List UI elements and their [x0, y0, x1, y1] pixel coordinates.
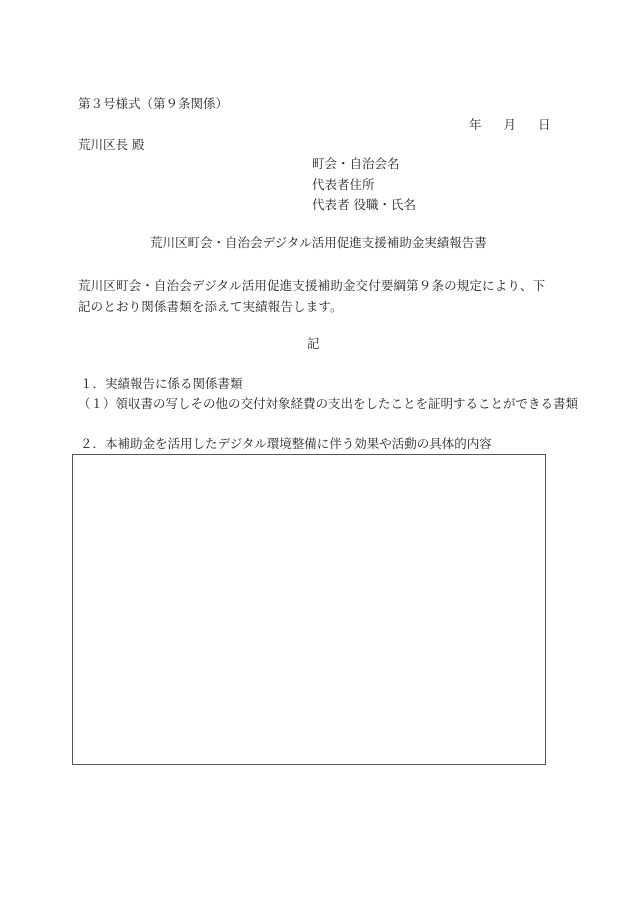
activity-content-box[interactable] — [72, 454, 546, 765]
ki-marker: 記 — [307, 336, 320, 351]
section-1-item-1: （１）領収書の写しその他の交付対象経費の支出をしたことを証明することができる書類 — [78, 396, 579, 411]
addressee: 荒川区長 殿 — [78, 137, 145, 152]
section-1-heading: １．実績報告に係る関係書類 — [80, 376, 243, 391]
date-line — [469, 117, 551, 133]
org-name-label: 町会・自治会名 — [312, 156, 400, 171]
day-label: 日 — [538, 117, 551, 132]
representative-address-label: 代表者住所 — [312, 177, 375, 192]
form-number: 第３号様式（第９条関係） — [78, 96, 229, 111]
month-label: 月 — [503, 117, 517, 132]
representative-name-label: 代表者 役職・氏名 — [312, 197, 416, 212]
section-2-heading: ２．本補助金を活用したデジタル環境整備に伴う効果や活動の具体的内容 — [80, 436, 492, 451]
body-paragraph: 荒川区町会・自治会デジタル活用促進支援補助金交付要綱第９条の規定により、下記のとおり関係書類を添えて実績報告します。 — [78, 278, 546, 314]
year-label: 年 — [469, 117, 482, 132]
document-title: 荒川区町会・自治会デジタル活用促進支援補助金実績報告書 — [150, 235, 487, 250]
